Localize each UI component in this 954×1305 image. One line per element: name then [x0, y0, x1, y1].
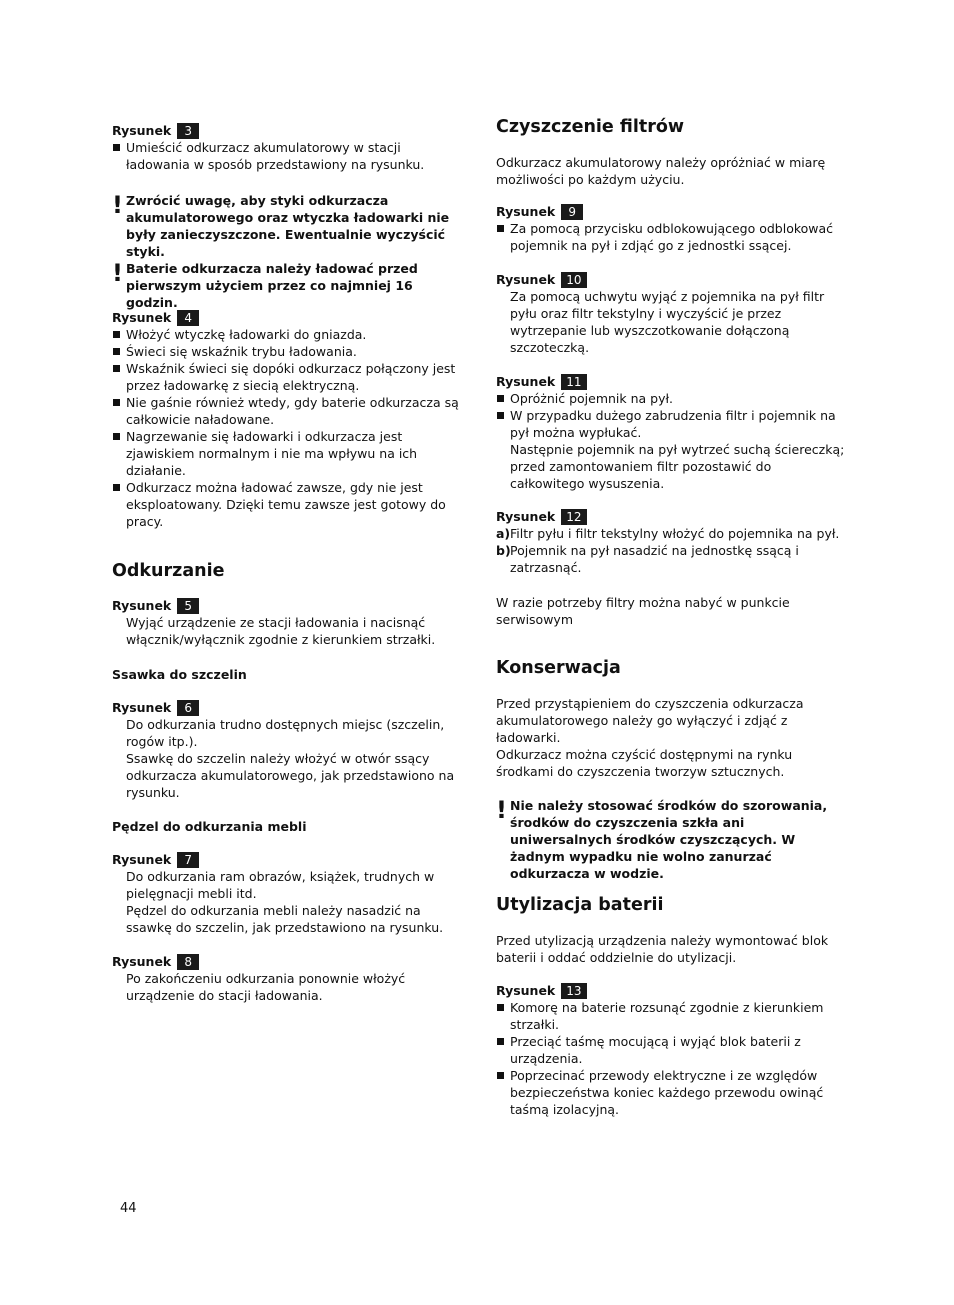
figure-label: Rysunek 7: [112, 851, 462, 868]
warning-note: ! Zwrócić uwagę, aby styki odkurzacza akumulatorowego oraz wtyczka ładowarki nie były zanieczyszczone. Ewentualnie wyczyścić styki.: [112, 191, 450, 259]
list-item: Komorę na baterie rozsunąć zgodnie z kierunkiem strzałki.: [496, 999, 846, 1033]
figure-number-badge: 13: [561, 983, 586, 999]
exclamation-icon: !: [112, 191, 123, 219]
figure-3-section: [112, 122, 462, 173]
square-bullet-icon: [497, 412, 504, 419]
subheading-ssawka: [112, 666, 462, 683]
bullet-list: [496, 999, 846, 1118]
paragraph: Po zakończeniu odkurzania ponownie włożyć urządzenie do stacji ładowania.: [126, 971, 406, 1003]
section-heading: Utylizacja baterii: [496, 895, 664, 915]
figure-number-badge: 8: [177, 954, 199, 970]
figure-label: Rysunek 11: [496, 373, 846, 390]
list-item: Odkurzacz można ładować zawsze, gdy nie jest eksploatowany. Dzięki temu zawsze jest gotowy do pracy.: [112, 479, 462, 530]
figure-label: Rysunek 3: [112, 122, 462, 139]
list-item: Świeci się wskaźnik trybu ładowania.: [112, 343, 462, 360]
section-heading-konserwacja: [496, 657, 846, 679]
figure-label: Rysunek 5: [112, 597, 462, 614]
square-bullet-icon: [113, 331, 120, 338]
list-item: W przypadku dużego zabrudzenia filtr i pojemnik na pył można wypłukać.: [496, 407, 846, 441]
square-bullet-icon: [113, 365, 120, 372]
square-bullet-icon: [497, 1004, 504, 1011]
paragraph: Przed utylizacją urządzenia należy wymontować blok baterii i oddać oddzielnie do utylizacji.: [496, 933, 829, 965]
bullet-list: [112, 326, 462, 530]
figure-label: Rysunek 10: [496, 271, 846, 288]
list-item: b) Pojemnik na pył nasadzić na jednostkę ssącą i zatrzasnąć.: [496, 543, 799, 575]
list-item: Za pomocą przycisku odblokowującego odblokować pojemnik na pył i zdjąć go z jednostki ssącej.: [496, 220, 846, 254]
paragraph: Odkurzacz można czyścić dostępnymi na rynku środkami do czyszczenia tworzyw sztucznych.: [496, 747, 793, 779]
figure-8-section: [112, 953, 462, 1004]
figure-number-badge: 10: [561, 272, 586, 288]
square-bullet-icon: [497, 1038, 504, 1045]
list-item: Wskaźnik świeci się dopóki odkurzacz połączony jest przez ładowarkę z siecią elektryczną.: [112, 360, 462, 394]
exclamation-icon: !: [496, 796, 507, 824]
paragraph: Przed przystąpieniem do czyszczenia odkurzacza akumulatorowego należy go wyłączyć i zdjąć z ładowarki.: [496, 696, 804, 745]
paragraph: Do odkurzania trudno dostępnych miejsc (szczelin, rogów itp.).: [126, 717, 445, 749]
figure-label: Rysunek 6: [112, 699, 462, 716]
intro-paragraph: [496, 154, 846, 188]
paragraph: Do odkurzania ram obrazów, książek, trudnych w pielęgnacji mebli itd.: [126, 869, 435, 901]
paragraph: Wyjąć urządzenie ze stacji ładowania i nacisnąć włącznik/wyłącznik zgodnie z kierunkiem strzałki.: [126, 615, 436, 647]
figure-number-badge: 6: [177, 700, 199, 716]
paragraph: W razie potrzeby filtry można nabyć w punkcie serwisowym: [496, 595, 790, 627]
figure-10-section: [496, 271, 846, 356]
figure-13-section: [496, 982, 846, 1118]
square-bullet-icon: [113, 399, 120, 406]
subheading: Pędzel do odkurzania mebli: [112, 819, 307, 834]
list-item: Nie gaśnie również wtedy, gdy baterie odkurzacza są całkowicie naładowane.: [112, 394, 462, 428]
list-item: Poprzecinać przewody elektryczne i ze względów bezpieczeństwa koniec każdego przewodu owinąć taśmą izolacyjną.: [496, 1067, 846, 1118]
square-bullet-icon: [113, 144, 120, 151]
list-letter: b): [496, 543, 511, 558]
figure-7-section: [112, 851, 462, 936]
section-heading-czyszczenie: [496, 116, 846, 138]
warning-note: ! Baterie odkurzacza należy ładować przed pierwszym użyciem przez co najmniej 16 godzin.: [112, 259, 418, 310]
section-heading: Czyszczenie filtrów: [496, 117, 685, 137]
figure-6-section: [112, 699, 462, 801]
list-item: Przeciąć taśmę mocującą i wyjąć blok baterii z urządzenia.: [496, 1033, 846, 1067]
figure-9-section: [496, 203, 846, 254]
list-item: Nagrzewanie się ładowarki i odkurzacza jest zjawiskiem normalnym i nie ma wpływu na ich działanie.: [112, 428, 462, 479]
page-number: 44: [120, 1201, 137, 1216]
square-bullet-icon: [113, 348, 120, 355]
section-heading: Konserwacja: [496, 658, 621, 678]
list-item: Opróżnić pojemnik na pył.: [496, 390, 846, 407]
paragraph: Za pomocą uchwytu wyjąć z pojemnika na pył filtr pyłu oraz filtr tekstylny i wyczyścić je przez wytrzepanie lub wyszczotkowanie dołączoną szczoteczką.: [510, 289, 825, 355]
figure-number-badge: 9: [561, 204, 583, 220]
square-bullet-icon: [497, 1072, 504, 1079]
figure-label: Rysunek 12: [496, 508, 846, 525]
bullet-list: [496, 390, 846, 441]
figure-5-section: [112, 597, 462, 648]
subheading: Ssawka do szczelin: [112, 667, 247, 682]
list-item: a) Filtr pyłu i filtr tekstylny włożyć do pojemnika na pył.: [496, 526, 840, 541]
paragraph: Pędzel do odkurzania mebli należy nasadzić na ssawkę do szczelin, jak przedstawiono na rysunku.: [126, 903, 444, 935]
konserwacja-text: [496, 695, 846, 780]
lettered-list: [496, 525, 846, 576]
paragraph: Ssawkę do szczelin należy włożyć w otwór ssący odkurzacza akumulatorowego, jak przedstawiono na rysunku.: [126, 751, 455, 800]
filters-note: [496, 594, 846, 628]
list-item: Umieścić odkurzacz akumulatorowy w stacji ładowania w sposób przedstawiony na rysunku.: [112, 139, 462, 173]
figure-number-badge: 7: [177, 852, 199, 868]
figure-label: Rysunek 9: [496, 203, 846, 220]
paragraph: Odkurzacz akumulatorowy należy opróżniać w miarę możliwości po każdym użyciu.: [496, 155, 826, 187]
warning-note: ! Nie należy stosować środków do szorowania, środków do czyszczenia szkła ani uniwersalnych środków czyszczących. W żadnym wypadku nie wolno zanurzać odkurzacza w wodzie.: [496, 796, 828, 881]
figure-11-section: [496, 373, 846, 492]
section-heading: Odkurzanie: [112, 561, 225, 581]
square-bullet-icon: [113, 484, 120, 491]
list-item: Włożyć wtyczkę ładowarki do gniazda.: [112, 326, 462, 343]
section-heading-odkurzanie: [112, 560, 462, 582]
figure-label: Rysunek 13: [496, 982, 846, 999]
figure-label: Rysunek 8: [112, 953, 462, 970]
square-bullet-icon: [113, 433, 120, 440]
bullet-list: [112, 139, 462, 173]
figure-12-section: [496, 508, 846, 576]
list-letter: a): [496, 526, 511, 541]
utylizacja-intro: [496, 932, 846, 966]
bullet-list: [496, 220, 846, 254]
square-bullet-icon: [497, 225, 504, 232]
figure-label: Rysunek 4: [112, 309, 462, 326]
paragraph: Następnie pojemnik na pył wytrzeć suchą ściereczką; przed zamontowaniem filtr pozostawić do całkowitego wysuszenia.: [510, 442, 845, 491]
section-heading-utylizacja: [496, 894, 846, 916]
subheading-pedzel: [112, 818, 462, 835]
figure-number-badge: 5: [177, 598, 199, 614]
figure-number-badge: 11: [561, 374, 586, 390]
figure-number-badge: 12: [561, 509, 586, 525]
exclamation-icon: !: [112, 259, 123, 287]
figure-4-section: [112, 309, 462, 530]
figure-number-badge: 4: [177, 310, 199, 326]
figure-number-badge: 3: [177, 123, 199, 139]
square-bullet-icon: [497, 395, 504, 402]
